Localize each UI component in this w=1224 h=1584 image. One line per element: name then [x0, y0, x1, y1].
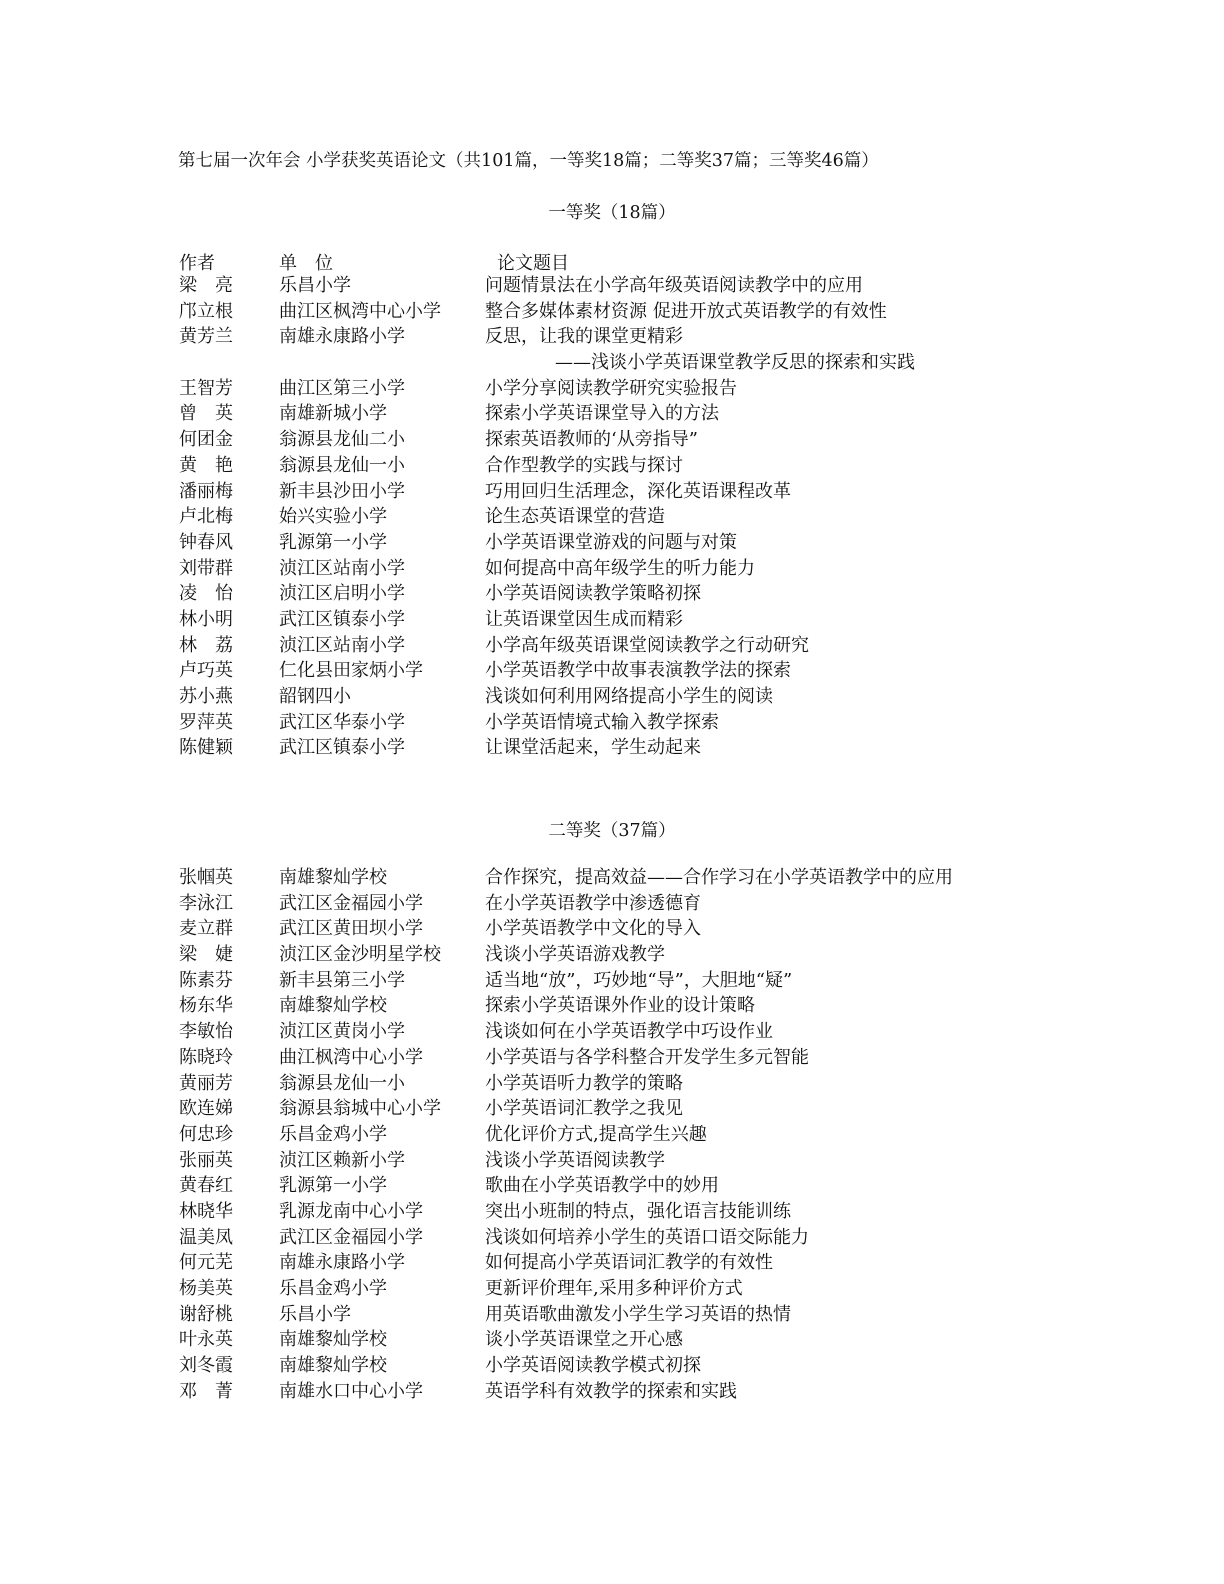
entry-title: 反思，让我的课堂更精彩: [485, 326, 683, 348]
entry-title: 浅谈小学英语阅读教学: [485, 1149, 665, 1171]
entry-title: 小学英语阅读教学策略初探: [485, 583, 701, 605]
entry-unit: 武江区镇泰小学: [279, 608, 405, 630]
list-item: [0, 1250, 1224, 1276]
entry-title: 小学英语课堂游戏的问题与对策: [485, 531, 737, 553]
entry-unit: 武江区镇泰小学: [279, 737, 405, 759]
list-item: [0, 1199, 1224, 1225]
list-item: [0, 710, 1224, 736]
entry-title: 小学英语阅读教学模式初探: [485, 1355, 701, 1377]
list-item: [0, 504, 1224, 530]
list-item: [0, 684, 1224, 710]
list-item: [0, 891, 1224, 917]
second-prize-heading: 二等奖（37篇）: [548, 821, 676, 841]
list-item: [0, 453, 1224, 479]
entry-unit: 浈江区金沙明星学校: [279, 944, 441, 966]
entry-author: 陈素芬: [179, 969, 233, 991]
entry-unit: 乐昌金鸡小学: [279, 1278, 387, 1299]
entry-unit: 翁源县翁城中心小学: [279, 1098, 441, 1120]
entry-title: 探索小学英语课外作业的设计策略: [485, 995, 755, 1017]
entry-author: 何忠珍: [179, 1123, 233, 1145]
entry-unit: 乳源第一小学: [279, 1175, 387, 1197]
entry-title: 探索英语教师的‘从旁指导”: [485, 429, 698, 451]
list-item: [0, 1173, 1224, 1199]
author-column-header: 作者: [179, 253, 215, 274]
list-item: [0, 530, 1224, 556]
entry-author: 邓 菁: [179, 1380, 233, 1402]
entry-author: 叶永英: [179, 1329, 233, 1351]
entry-unit: 韶钢四小: [279, 686, 351, 707]
list-item: [0, 1122, 1224, 1148]
entry-author: 黄 艳: [179, 454, 233, 476]
entry-author: 刘带群: [179, 557, 233, 579]
list-item: [0, 607, 1224, 633]
entry-unit: 乐昌金鸡小学: [279, 1123, 387, 1145]
entry-author: 卢巧英: [179, 660, 233, 682]
entry-author: 黄芳兰: [179, 326, 233, 348]
entry-title: 浅谈小学英语游戏教学: [485, 944, 665, 966]
entry-unit: 南雄黎灿学校: [279, 1329, 387, 1351]
entry-unit: 武江区华泰小学: [279, 711, 405, 733]
list-item: [0, 942, 1224, 968]
list-item: [0, 658, 1224, 684]
entry-author: 杨美英: [179, 1278, 233, 1299]
entry-title: 浅谈如何利用网络提高小学生的阅读: [485, 686, 773, 707]
entry-title: 整合多媒体素材资源 促进开放式英语教学的有效性: [485, 300, 887, 322]
entry-unit: 乐昌小学: [279, 1303, 351, 1325]
entry-author: 林晓华: [179, 1200, 233, 1222]
entry-unit: 新丰县沙田小学: [279, 480, 405, 502]
entry-title: 探索小学英语课堂导入的方法: [485, 403, 719, 425]
entry-unit: 乳源第一小学: [279, 531, 387, 553]
entry-unit: 南雄永康路小学: [279, 1252, 405, 1274]
entry-title: 浅谈如何培养小学生的英语口语交际能力: [485, 1226, 809, 1248]
list-item: [0, 735, 1224, 761]
entry-author: 张丽英: [179, 1149, 233, 1171]
entry-author: 欧连娣: [179, 1098, 233, 1120]
entry-title: 合作探究，提高效益——合作学习在小学英语教学中的应用: [485, 867, 953, 888]
list-item: [0, 968, 1224, 994]
entry-unit: 南雄黎灿学校: [279, 867, 387, 888]
entry-unit: 翁源县龙仙一小: [279, 454, 405, 476]
entry-title: 小学分享阅读教学研究实验报告: [485, 377, 737, 399]
entry-author: 黄丽芳: [179, 1072, 233, 1094]
list-item: [0, 1276, 1224, 1302]
entry-title: 如何提高小学英语词汇教学的有效性: [485, 1252, 773, 1274]
entry-title: 让英语课堂因生成而精彩: [485, 608, 683, 630]
list-item: [0, 273, 1224, 299]
entry-author: 麦立群: [179, 918, 233, 940]
entry-title: 用英语歌曲激发小学生学习英语的热情: [485, 1303, 791, 1325]
list-item: [0, 1071, 1224, 1097]
entry-title: 小学英语听力教学的策略: [485, 1072, 683, 1094]
entry-unit: 浈江区黄岗小学: [279, 1021, 405, 1043]
entry-title: 歌曲在小学英语教学中的妙用: [485, 1175, 719, 1197]
entry-title: 突出小班制的特点，强化语言技能训练: [485, 1200, 791, 1222]
entry-author: 潘丽梅: [179, 480, 233, 502]
entry-unit: 南雄黎灿学校: [279, 1355, 387, 1377]
entry-author: 凌 怡: [179, 583, 233, 605]
entry-title: 问题情景法在小学高年级英语阅读教学中的应用: [485, 275, 863, 296]
list-item: [0, 1019, 1224, 1045]
entry-author: 陈晓玲: [179, 1046, 233, 1068]
entry-unit: 南雄水口中心小学: [279, 1380, 423, 1402]
entry-author: 陈健颖: [179, 737, 233, 759]
entry-title: 优化评价方式,提高学生兴趣: [485, 1123, 707, 1145]
entry-title: 谈小学英语课堂之开心感: [485, 1329, 683, 1351]
entry-unit: 武江区黄田坝小学: [279, 918, 423, 940]
entry-title: 论生态英语课堂的营造: [485, 506, 665, 528]
list-item: [0, 993, 1224, 1019]
entry-unit: 曲江区枫湾中心小学: [279, 300, 441, 322]
entry-author: 李敏怡: [179, 1021, 233, 1043]
entry-unit: 武江区金福园小学: [279, 1226, 423, 1248]
list-item: [0, 299, 1224, 325]
entry-title: 英语学科有效教学的探索和实践: [485, 1380, 737, 1402]
entry-unit: 仁化县田家炳小学: [279, 660, 423, 682]
list-item: [0, 1225, 1224, 1251]
entry-author: 何团金: [179, 429, 233, 451]
entry-title: 如何提高中高年级学生的听力能力: [485, 557, 755, 579]
entry-unit: 南雄新城小学: [279, 403, 387, 425]
entry-unit: 乐昌小学: [279, 275, 351, 296]
entry-subtitle: ——浅谈小学英语课堂教学反思的探索和实践: [555, 352, 915, 374]
list-item: [0, 1045, 1224, 1071]
list-item: [0, 479, 1224, 505]
entry-unit: 南雄黎灿学校: [279, 995, 387, 1017]
entry-author: 杨东华: [179, 995, 233, 1017]
entry-title: 小学英语情境式输入教学探索: [485, 711, 719, 733]
entry-title: 在小学英语教学中渗透德育: [485, 892, 701, 914]
list-item: [0, 1096, 1224, 1122]
entry-author: 林 荔: [179, 634, 233, 656]
entry-unit: 浈江区赖新小学: [279, 1149, 405, 1171]
entry-unit: 乳源龙南中心小学: [279, 1200, 423, 1222]
list-item: [0, 1148, 1224, 1174]
entry-title: 让课堂活起来，学生动起来: [485, 737, 701, 759]
list-item: [0, 633, 1224, 659]
title-column-header: 论文题目: [497, 253, 569, 274]
list-item: [0, 1353, 1224, 1379]
list-item: [0, 1379, 1224, 1405]
entry-title: 浅谈如何在小学英语教学中巧设作业: [485, 1021, 773, 1043]
entry-author: 黄春红: [179, 1175, 233, 1197]
entry-unit: 南雄永康路小学: [279, 326, 405, 348]
list-item: [0, 581, 1224, 607]
entry-subtitle-line: [0, 350, 1224, 376]
entry-unit: 翁源县龙仙一小: [279, 1072, 405, 1094]
entry-author: 温美凤: [179, 1226, 233, 1248]
entry-author: 曾 英: [179, 403, 233, 425]
entry-author: 苏小燕: [179, 686, 233, 707]
entry-author: 李泳江: [179, 892, 233, 914]
entry-unit: 武江区金福园小学: [279, 892, 423, 914]
first-prize-heading: 一等奖（18篇）: [548, 203, 676, 223]
first-prize-list: [0, 273, 1224, 761]
entry-unit: 翁源县龙仙二小: [279, 429, 405, 451]
second-prize-list: [0, 865, 1224, 1404]
entry-author: 梁 亮: [179, 275, 233, 296]
entry-author: 钟春风: [179, 531, 233, 553]
entry-author: 谢舒桃: [179, 1303, 233, 1325]
entry-unit: 浈江区启明小学: [279, 583, 405, 605]
entry-unit: 始兴实验小学: [279, 506, 387, 528]
entry-title: 小学英语与各学科整合开发学生多元智能: [485, 1046, 809, 1068]
entry-title: 巧用回归生活理念，深化英语课程改革: [485, 480, 791, 502]
entry-author: 何元芜: [179, 1252, 233, 1274]
entry-title: 小学英语教学中文化的导入: [485, 918, 701, 940]
list-item: [0, 427, 1224, 453]
entry-author: 邝立根: [179, 300, 233, 322]
entry-title: 适当地“放”，巧妙地“导”，大胆地“疑”: [485, 969, 793, 991]
list-item: [0, 1302, 1224, 1328]
entry-author: 林小明: [179, 608, 233, 630]
unit-column-header: 单 位: [279, 253, 333, 274]
list-item: [0, 401, 1224, 427]
entry-title: 小学英语词汇教学之我见: [485, 1098, 683, 1120]
entry-unit: 新丰县第三小学: [279, 969, 405, 991]
entry-author: 卢北梅: [179, 506, 233, 528]
entry-title: 小学英语教学中故事表演教学法的探索: [485, 660, 791, 682]
entry-unit: 曲江区第三小学: [279, 377, 405, 399]
entry-unit: 曲江枫湾中心小学: [279, 1046, 423, 1068]
list-item: [0, 865, 1224, 891]
entry-author: 刘冬霞: [179, 1355, 233, 1377]
list-item: [0, 376, 1224, 402]
entry-title: 小学高年级英语课堂阅读教学之行动研究: [485, 634, 809, 656]
list-item: [0, 556, 1224, 582]
entry-author: 梁 婕: [179, 944, 233, 966]
list-item: [0, 324, 1224, 350]
entry-author: 王智芳: [179, 377, 233, 399]
entry-author: 张帼英: [179, 867, 233, 888]
entry-unit: 浈江区站南小学: [279, 634, 405, 656]
list-item: [0, 1327, 1224, 1353]
entry-title: 合作型教学的实践与探讨: [485, 454, 683, 476]
entry-unit: 浈江区站南小学: [279, 557, 405, 579]
entry-title: 更新评价理年,采用多种评价方式: [485, 1278, 743, 1299]
entry-author: 罗萍英: [179, 711, 233, 733]
column-headers: [0, 249, 1224, 273]
document-title: 第七届一次年会 小学获奖英语论文（共101篇，一等奖18篇；二等奖37篇；三等奖46篇）: [178, 151, 879, 171]
list-item: [0, 916, 1224, 942]
